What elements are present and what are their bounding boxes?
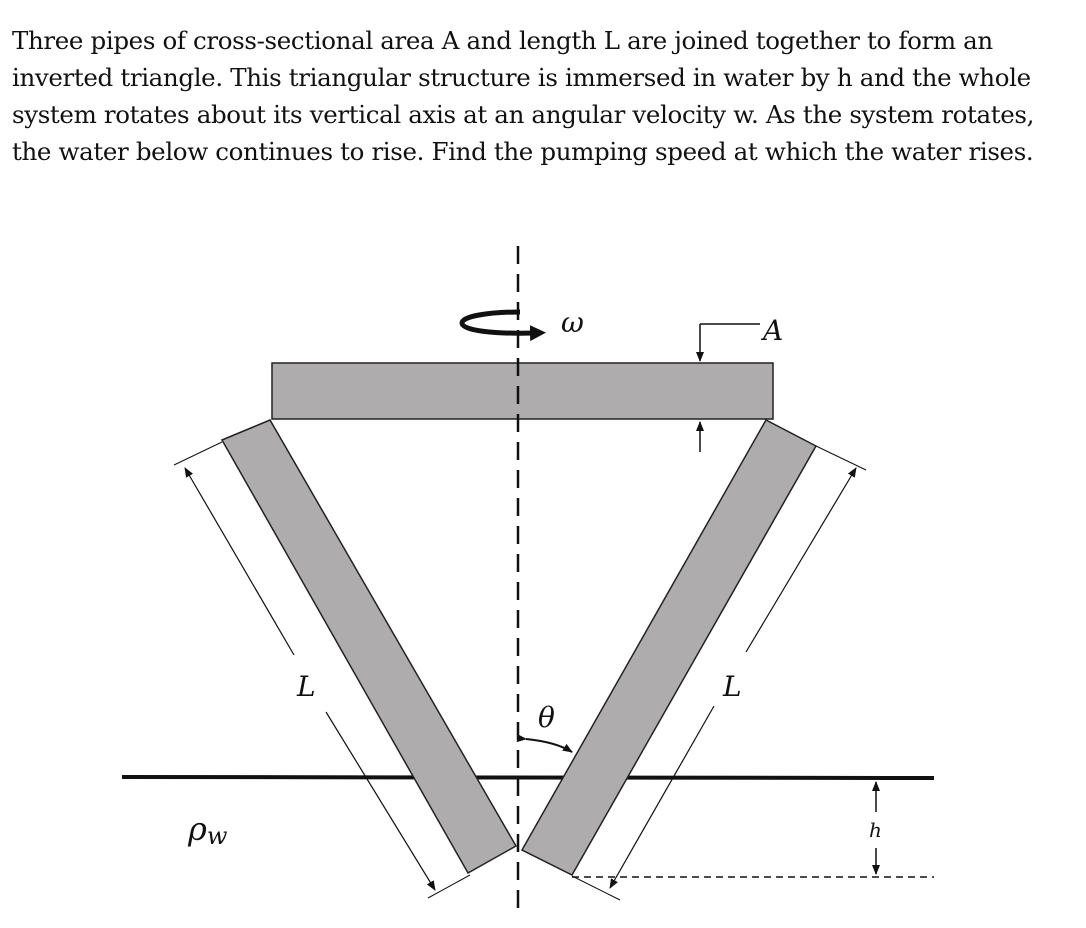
left-pipe (222, 420, 516, 873)
rotation-arrow-icon (462, 312, 534, 333)
left-length-label: L (297, 670, 316, 703)
right-length-label: L (723, 670, 742, 703)
depth-label: h (869, 818, 882, 842)
problem-line-1: Three pipes of cross-sectional area A and length L are joined together to form an (12, 26, 993, 55)
density-subscript: w (206, 822, 228, 850)
water-density-label (187, 810, 228, 850)
right-pipe (522, 420, 816, 875)
theta-angle-arc (526, 739, 572, 752)
top-pipe (272, 363, 773, 419)
water-surface-line (122, 777, 934, 778)
omega-label: ω (561, 306, 584, 339)
density-symbol: ρ (188, 810, 207, 848)
problem-line-4: the water below continues to rise. Find the pumping speed at which the water rises. (12, 137, 1034, 166)
problem-line-3: system rotates about its vertical axis at an angular velocity w. As the system rotates, (12, 100, 1035, 129)
problem-line-2: inverted triangle. This triangular structure is immersed in water by h and the whole (12, 63, 1031, 92)
area-label: A (763, 314, 784, 347)
theta-label: θ (538, 701, 555, 734)
